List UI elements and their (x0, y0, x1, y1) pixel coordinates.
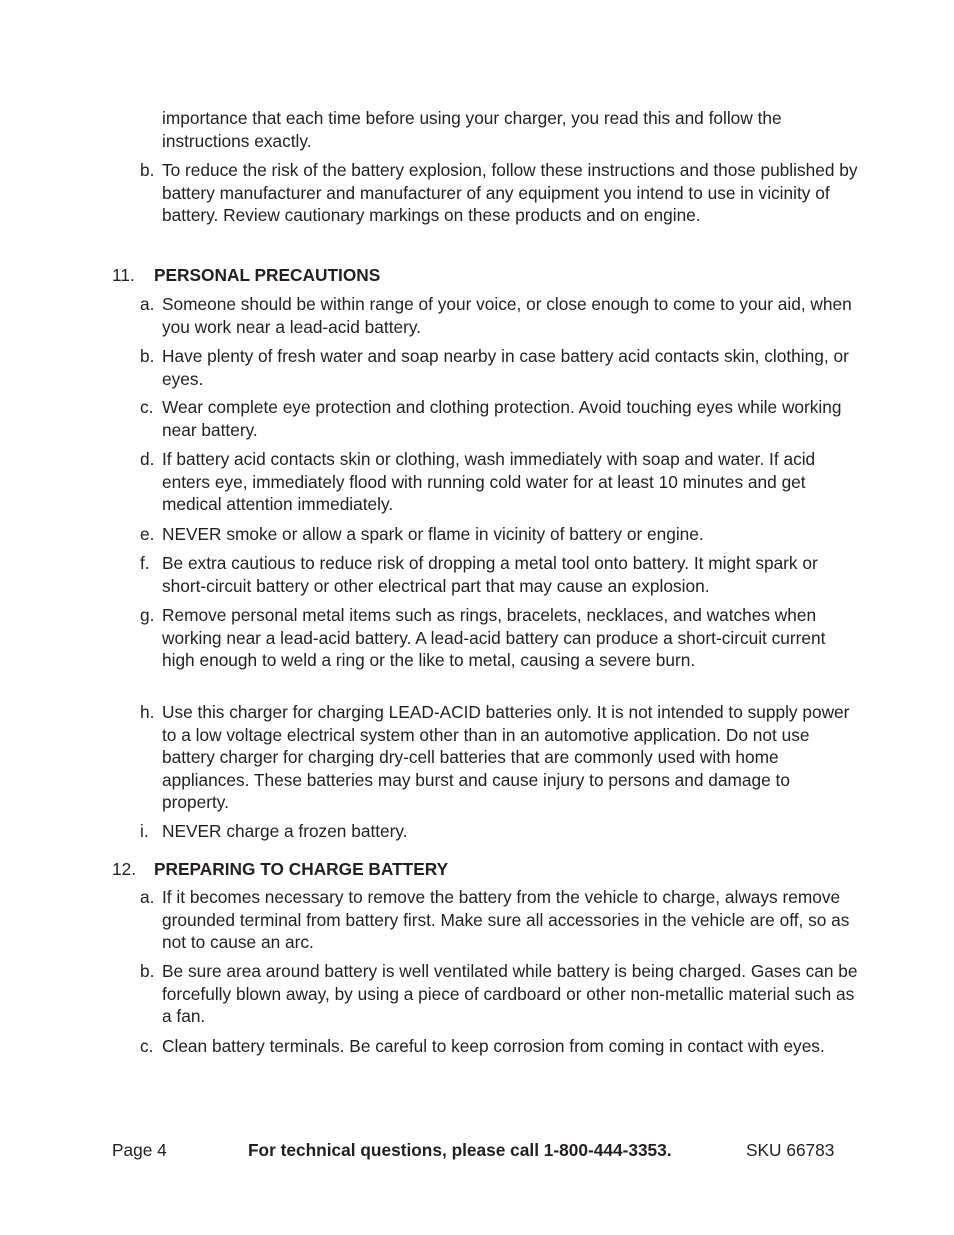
item-text: Clean battery terminals. Be careful to keep corrosion from coming in contact with eyes. (162, 1036, 825, 1056)
item-text: Remove personal metal items such as rings, bracelets, necklaces, and watches when working near a lead-acid battery. A lead-acid battery can produce a short-circuit current high enough to weld a ring or the like to metal, causing a severe burn. (162, 605, 826, 671)
list-item (140, 886, 860, 954)
section-number: 11. (112, 265, 135, 285)
list-item (140, 1035, 860, 1058)
item-text: Someone should be within range of your voice, or close enough to come to your aid, when you work near a lead-acid battery. (162, 294, 852, 337)
item-text: To reduce the risk of the battery explosion, follow these instructions and those published by battery manufacturer and manufacturer of any equipment you intend to use in vicinity of battery. Review cautionary markings on these products and on engine. (162, 160, 858, 226)
item-label: e. (140, 524, 155, 544)
list-item (140, 396, 860, 441)
item-text: Be sure area around battery is well ventilated while battery is being charged. Gases can be forcefully blown away, by using a piece of cardboard or other non-metallic material such as a fan. (162, 961, 858, 1027)
list-item (140, 960, 860, 1028)
section-heading (112, 264, 812, 287)
list-item (140, 448, 860, 516)
item-label: h. (140, 702, 155, 722)
item-label: b. (140, 961, 155, 981)
list-item (140, 820, 860, 843)
item-text: If it becomes necessary to remove the battery from the vehicle to charge, always remove grounded terminal from battery first. Make sure all accessories in the vehicle are off, so as not to cause an arc. (162, 887, 850, 953)
item-label: b. (140, 346, 155, 366)
section-title: PERSONAL PRECAUTIONS (154, 265, 381, 285)
footer-page-number: Page 4 (112, 1140, 167, 1160)
list-item (140, 293, 860, 338)
footer-contact: For technical questions, please call 1-800-444-3353. (248, 1140, 672, 1160)
list-item (140, 159, 860, 227)
item-label: i. (140, 821, 149, 841)
item-text: Use this charger for charging LEAD-ACID batteries only. It is not intended to supply power to a low voltage electrical system other than in an automotive application. Do not use battery charger for charging dry-cell batteries that are commonly used with home appliances. These batteries may burst and cause injury to persons and damage to property. (162, 702, 850, 813)
list-item (140, 523, 860, 546)
item-text: Have plenty of fresh water and soap nearby in case battery acid contacts skin, clothing, or eyes. (162, 346, 849, 389)
list-item (140, 345, 860, 390)
intro-continuation: importance that each time before using your charger, you read this and follow the instructions exactly. (162, 108, 782, 151)
list-item (140, 552, 860, 597)
item-text: If battery acid contacts skin or clothing, wash immediately with soap and water. If acid enters eye, immediately flood with running cold water for at least 10 minutes and get medical attention immediately. (162, 449, 816, 515)
item-label: d. (140, 449, 155, 469)
item-label: a. (140, 887, 155, 907)
item-text: NEVER charge a frozen battery. (162, 821, 408, 841)
item-text: NEVER smoke or allow a spark or flame in vicinity of battery or engine. (162, 524, 704, 544)
item-label: c. (140, 1036, 154, 1056)
section-heading (112, 858, 812, 881)
section-title: PREPARING TO CHARGE BATTERY (154, 859, 449, 879)
item-label: a. (140, 294, 155, 314)
list-item (140, 701, 860, 814)
section-number: 12. (112, 859, 137, 879)
footer-sku: SKU 66783 (746, 1140, 835, 1160)
item-text: Be extra cautious to reduce risk of dropping a metal tool onto battery. It might spark or short-circuit battery or other electrical part that may cause an explosion. (162, 553, 818, 596)
item-label: c. (140, 397, 154, 417)
list-item (140, 604, 860, 672)
item-text: Wear complete eye protection and clothing protection. Avoid touching eyes while working near battery. (162, 397, 842, 440)
item-label: b. (140, 160, 155, 180)
item-label: f. (140, 553, 150, 573)
item-label: g. (140, 605, 155, 625)
